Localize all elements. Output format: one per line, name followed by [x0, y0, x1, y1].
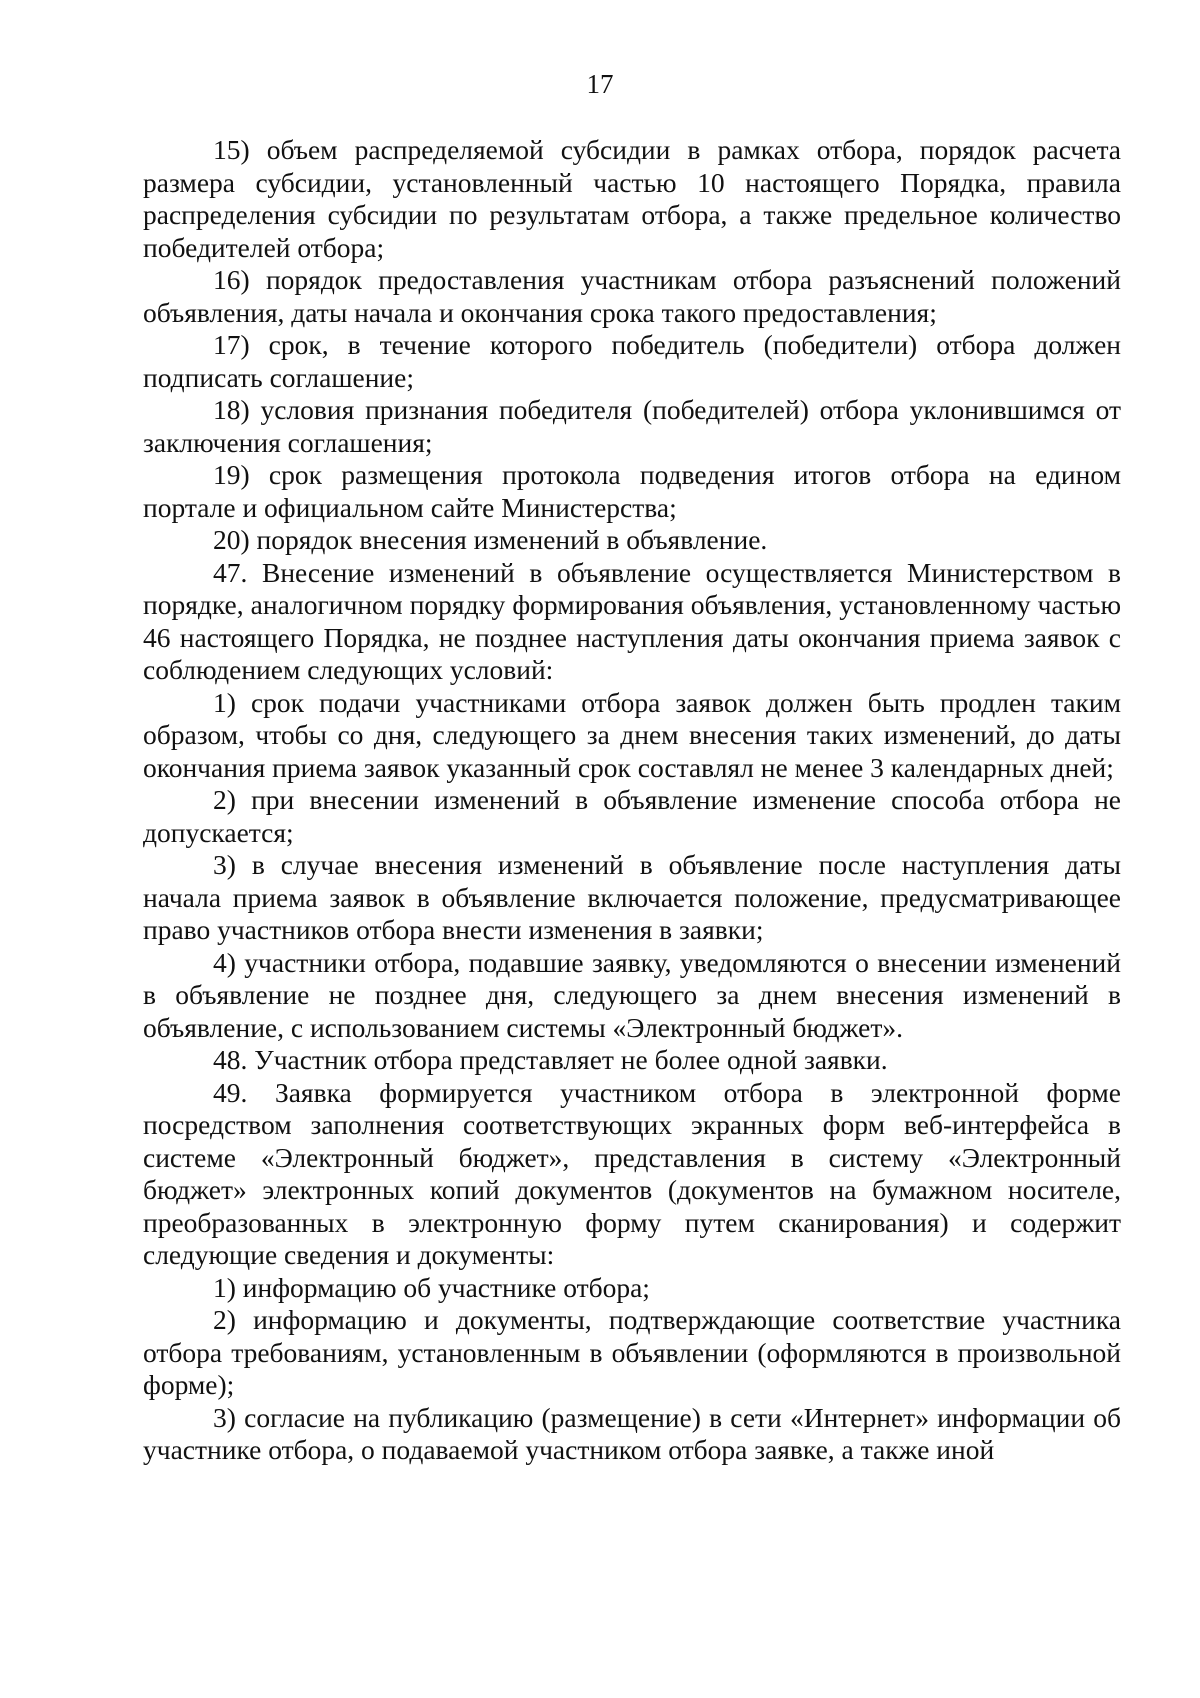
paragraph-part-48: 48. Участник отбора представляет не более одной заявки. — [213, 1044, 888, 1075]
paragraph-item-16: 16) порядок предоставления участникам отбора разъяснений положений объявления, даты начала и окончания срока такого предоставления; — [143, 264, 1121, 328]
paragraph-part-49-item-3: 3) согласие на публикацию (размещение) в сети «Интернет» информации об участнике отбора, о подаваемой участником отбора заявке, а также иной — [143, 1401, 1121, 1465]
paragraph-part-47-item-3: 3) в случае внесения изменений в объявление после наступления даты начала приема заявок в объявление включается положение, предусматривающее право участников отбора внести изменения в заявки; — [143, 849, 1121, 945]
document-body — [143, 134, 1121, 1467]
page-number: 17 — [586, 69, 614, 99]
paragraph-part-47-item-4: 4) участники отбора, подавшие заявку, уведомляются о внесении изменений в объявление не позднее дня, следующего за днем внесения изменений в объявление, с использованием системы «Электронный бюджет». — [143, 946, 1121, 1043]
paragraph-item-15: 15) объем распределяемой субсидии в рамках отбора, порядок расчета размера субсидии, установленный частью 10 настоящего Порядка, правила распределения субсидии по результатам отбора, а также предельное количество победителей отбора; — [143, 134, 1121, 263]
paragraph-part-49-item-2: 2) информацию и документы, подтверждающие соответствие участника отбора требованиям, установленным в объявлении (оформляются в произвольной форме); — [143, 1304, 1121, 1400]
paragraph-item-19: 19) срок размещения протокола подведения итогов отбора на едином портале и официальном сайте Министерства; — [143, 459, 1121, 523]
paragraph-item-17: 17) срок, в течение которого победитель (победители) отбора должен подписать соглашение; — [143, 329, 1121, 393]
paragraph-part-47-item-1: 1) срок подачи участниками отбора заявок должен быть продлен таким образом, чтобы со дня, следующего за днем внесения таких изменений, до даты окончания приема заявок указанный срок составлял не менее 3 календарных дней; — [143, 686, 1121, 783]
paragraph-part-47: 47. Внесение изменений в объявление осуществляется Министерством в порядке, аналогичном порядку формирования объявления, установленному частью 46 настоящего Порядка, не позднее наступления даты окончания приема заявок с соблюдением следующих условий: — [143, 556, 1121, 685]
paragraph-part-49: 49. Заявка формируется участником отбора в электронной форме посредством заполнения соответствующих экранных форм веб-интерфейса в системе «Электронный бюджет», представления в систему «Электронный бюджет» электронных копий документов (документов на бумажном носителе, преобразованных в электронную форму путем сканирования) и содержит следующие сведения и документы: — [143, 1076, 1121, 1270]
paragraph-item-20: 20) порядок внесения изменений в объявление. — [213, 524, 768, 555]
paragraph-item-18: 18) условия признания победителя (победителей) отбора уклонившимся от заключения соглашения; — [143, 394, 1121, 458]
paragraph-part-47-item-2: 2) при внесении изменений в объявление изменение способа отбора не допускается; — [143, 784, 1121, 848]
paragraph-part-49-item-1: 1) информацию об участнике отбора; — [213, 1271, 650, 1303]
